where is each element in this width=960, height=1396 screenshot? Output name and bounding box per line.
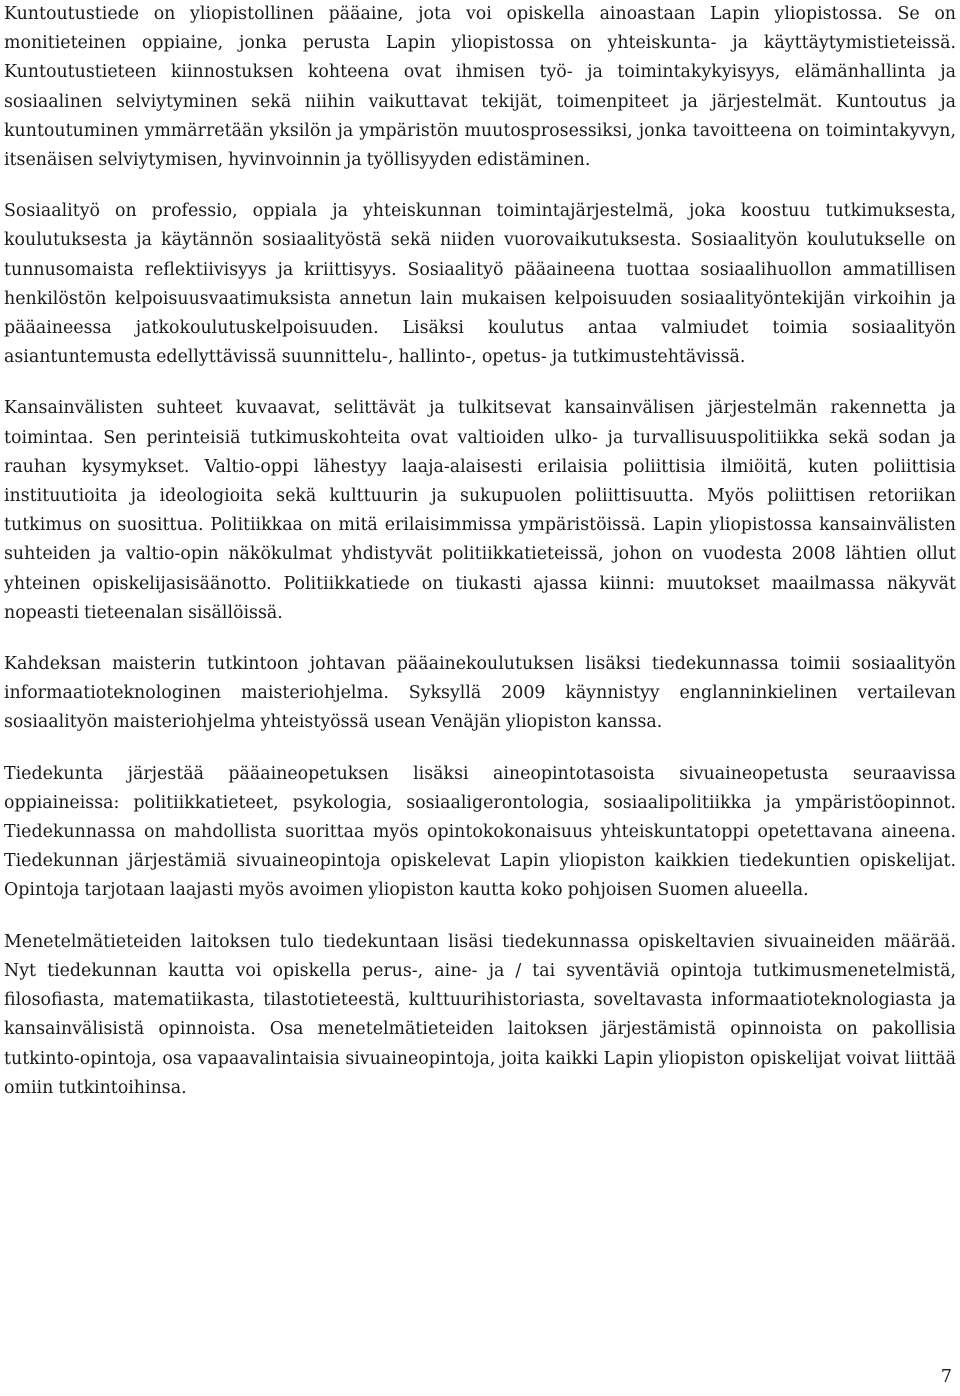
page-number: 7 [940,1367,952,1387]
document-body [4,0,956,1125]
paragraph-maisteriohjelmat: Kahdeksan maisterin tutkintoon johtavan pääainekoulutuksen lisäksi tiedekunnassa toimii sosiaalityön informaatioteknologinen maisteriohjelma. Syksyllä 2009 käynnistyy englanninkielinen vertailevan sosiaalityön maisteriohjelma yhteistyössä usean Venäjän yliopiston kanssa. [4,654,956,733]
paragraph-sivuaineopetus: Tiedekunta järjestää pääaineopetuksen lisäksi aineopintotasoista sivuaineopetusta seuraavissa oppiaineissa: politiikkatieteet, psykologia, sosiaaligerontologia, sosiaalipolitiikka ja ympäristöopinnot. Tiedekunnassa on mahdollista suorittaa myös opintokokonaisuus yhteiskuntatoppi opetettavana aineena. Tiedekunnan järjestämiä sivuaineopintoja opiskelevat Lapin yliopiston kaikkien tiedekuntien opiskelijat. Opintoja tarjotaan laajasti myös avoimen yliopiston kautta koko pohjoisen Suomen alueella. [4,763,956,901]
paragraph-menetelmatieteet: Menetelmätieteiden laitoksen tulo tiedekuntaan lisäsi tiedekunnassa opiskeltavien sivuaineiden määrää. Nyt tiedekunnan kautta voi opiskella perus-, aine- ja / tai syventäviä opintoja tutkimusmenetelmistä, filosofiasta, matematiikasta, tilastotieteestä, kulttuurihistoriasta, soveltavasta informaatioteknologiasta ja kansainvälisistä opinnoista. Osa menetelmätieteiden laitoksen järjestämistä opinnoista on pakollisia tutkinto-opintoja, osa vapaavalintaisia sivuaineopintoja, joita kaikki Lapin yliopiston opiskelijat voivat liittää omiin tutkintoihinsa. [4,931,956,1098]
paragraph-kuntoutustiede: Kuntoutustiede on yliopistollinen pääaine, jota voi opiskella ainoastaan Lapin yliopistossa. Se on monitieteinen oppiaine, jonka perusta Lapin yliopistossa on yhteiskunta- ja käyttäytymistieteissä. Kuntoutustieteen kiinnostuksen kohteena ovat ihmisen työ- ja toimintakykyisyys, elämänhallinta ja sosiaalinen selviytyminen sekä niihin vaikuttavat tekijät, toimenpiteet ja järjestelmät. Kuntoutus ja kuntoutuminen ymmärretään yksilön ja ympäristön muutosprosessiksi, jonka tavoitteena on toimintakyvyn, itsenäisen selviytymisen, hyvinvoinnin ja työllisyyden edistäminen. [4,4,956,171]
paragraph-kansainvaliset-suhteet: Kansainvälisten suhteet kuvaavat, selittävät ja tulkitsevat kansainvälisen järjestelmän rakennetta ja toimintaa. Sen perinteisiä tutkimuskohteita ovat valtioiden ulko- ja turvallisuuspolitiikka sekä sodan ja rauhan kysymykset. Valtio-oppi lähestyy laaja-alaisesti erilaisia poliittisia ilmiöitä, kuten poliittisia instituutioita ja ideologioita sekä kulttuurin ja sukupuolen poliittisuutta. Myös poliittisen retoriikan tutkimus on suosittua. Politiikkaa on mitä erilaisimmissa ympäristöissä. Lapin yliopistossa kansainvälisten suhteiden ja valtio-opin näkökulmat yhdistyvät politiikkatieteissä, johon on vuodesta 2008 lähtien ollut yhteinen opiskelijasisäänotto. Politiikkatiede on tiukasti ajassa kiinni: muutokset maailmassa näkyvät nopeasti tieteenalan sisällöissä. [4,398,956,623]
paragraph-sosiaalityo: Sosiaalityö on professio, oppiala ja yhteiskunnan toimintajärjestelmä, joka koostuu tutkimuksesta, koulutuksesta ja käytännön sosiaalityöstä sekä niiden vuorovaikutuksesta. Sosiaalityön koulutukselle on tunnusomaista reflektiivisyys ja kriittisyys. Sosiaalityö pääaineena tuottaa sosiaalihuollon ammatillisen henkilöstön kelpoisuusvaatimuksista annetun lain mukaisen kelpoisuuden sosiaalityöntekijän virkoihin ja pääaineessa jatkokoulutuskelpoisuuden. Lisäksi koulutus antaa valmiudet toimia sosiaalityön asiantuntemusta edellyttävissä suunnittelu-, hallinto-, opetus- ja tutkimustehtävissä. [4,201,956,368]
